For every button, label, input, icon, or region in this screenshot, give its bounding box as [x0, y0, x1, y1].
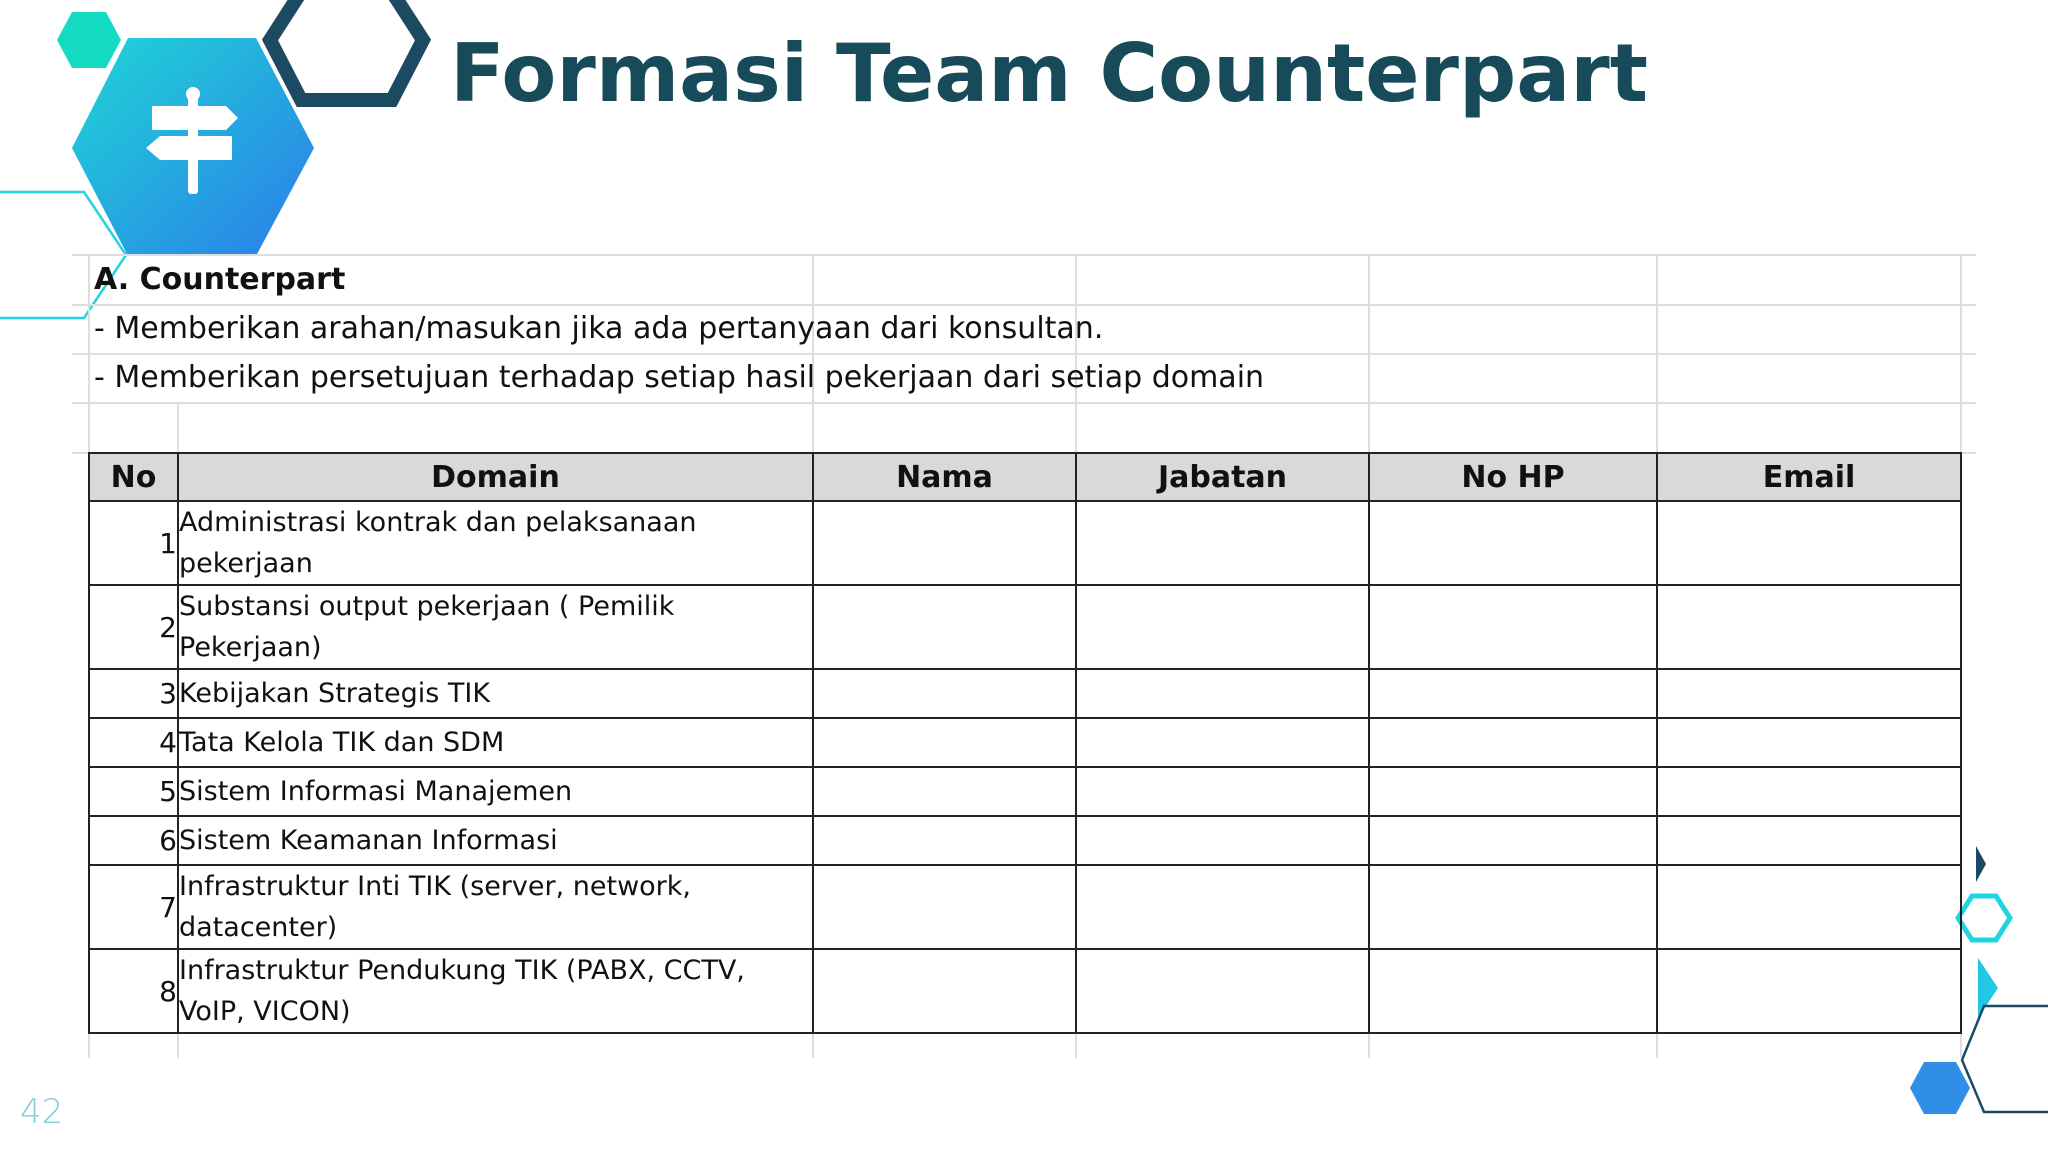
nama-cell [813, 669, 1076, 718]
row-number: 7 [89, 865, 178, 949]
table-row [89, 767, 1961, 816]
gridline [72, 254, 1976, 256]
gridline [72, 402, 1976, 404]
nama-cell [813, 949, 1076, 1033]
header-no: No [89, 453, 178, 501]
email-cell [1657, 585, 1961, 669]
nama-cell [813, 501, 1076, 585]
counterpart-table [88, 452, 1962, 1034]
jabatan-cell [1076, 949, 1369, 1033]
row-number: 8 [89, 949, 178, 1033]
header-nama: Nama [813, 453, 1076, 501]
row-number: 1 [89, 501, 178, 585]
no-hp-cell [1369, 767, 1657, 816]
row-domain: Infrastruktur Pendukung TIK (PABX, CCTV, VoIP, VICON) [178, 949, 813, 1033]
cyan-triangle-right [1978, 958, 1998, 1018]
row-number: 3 [89, 669, 178, 718]
row-domain: Tata Kelola TIK dan SDM [178, 718, 813, 767]
outline-navy-hexagon [270, 0, 423, 100]
no-hp-cell [1369, 949, 1657, 1033]
table-row [89, 669, 1961, 718]
email-cell [1657, 816, 1961, 865]
no-hp-cell [1369, 501, 1657, 585]
email-cell [1657, 865, 1961, 949]
row-number: 6 [89, 816, 178, 865]
email-cell [1657, 718, 1961, 767]
section-line-2: - Memberikan persetujuan terhadap setiap hasil pekerjaan dari setiap domain [94, 360, 1265, 395]
row-number: 2 [89, 585, 178, 669]
email-cell [1657, 669, 1961, 718]
nama-cell [813, 865, 1076, 949]
email-cell [1657, 949, 1961, 1033]
row-number: 5 [89, 767, 178, 816]
no-hp-cell [1369, 816, 1657, 865]
row-domain: Infrastruktur Inti TIK (server, network, datacenter) [178, 865, 813, 949]
section-heading: A. Counterpart [94, 262, 346, 297]
navy-triangle-right [1976, 846, 1986, 882]
row-number: 4 [89, 718, 178, 767]
table-row [89, 718, 1961, 767]
table-row [89, 865, 1961, 949]
jabatan-cell [1076, 585, 1369, 669]
nama-cell [813, 767, 1076, 816]
jabatan-cell [1076, 767, 1369, 816]
nama-cell [813, 585, 1076, 669]
row-domain: Administrasi kontrak dan pelaksanaan pekerjaan [178, 501, 813, 585]
nama-cell [813, 816, 1076, 865]
row-domain: Kebijakan Strategis TIK [178, 669, 813, 718]
table-row [89, 501, 1961, 585]
header-jabatan: Jabatan [1076, 453, 1369, 501]
spreadsheet-area [72, 254, 1976, 1058]
jabatan-cell [1076, 718, 1369, 767]
header-domain: Domain [178, 453, 813, 501]
email-cell [1657, 501, 1961, 585]
blue-hexagon-bottom [1910, 1062, 1970, 1114]
gridline [72, 304, 1976, 306]
table-row [89, 949, 1961, 1033]
jabatan-cell [1076, 865, 1369, 949]
header-email: Email [1657, 453, 1961, 501]
table-row [89, 585, 1961, 669]
small-teal-hexagon [57, 12, 121, 68]
table-header-row [89, 453, 1961, 501]
gridline [72, 353, 1976, 355]
row-domain: Sistem Keamanan Informasi [178, 816, 813, 865]
section-line-1: - Memberikan arahan/masukan jika ada pertanyaan dari konsultan. [94, 311, 1104, 346]
row-domain: Substansi output pekerjaan ( Pemilik Pekerjaan) [178, 585, 813, 669]
jabatan-cell [1076, 816, 1369, 865]
no-hp-cell [1369, 718, 1657, 767]
nama-cell [813, 718, 1076, 767]
no-hp-cell [1369, 865, 1657, 949]
jabatan-cell [1076, 501, 1369, 585]
table-row [89, 816, 1961, 865]
slide-title: Formasi Team Counterpart [450, 27, 1648, 120]
no-hp-cell [1369, 669, 1657, 718]
row-domain: Sistem Informasi Manajemen [178, 767, 813, 816]
jabatan-cell [1076, 669, 1369, 718]
page-number: 42 [20, 1092, 64, 1132]
header-no-hp: No HP [1369, 453, 1657, 501]
no-hp-cell [1369, 585, 1657, 669]
email-cell [1657, 767, 1961, 816]
